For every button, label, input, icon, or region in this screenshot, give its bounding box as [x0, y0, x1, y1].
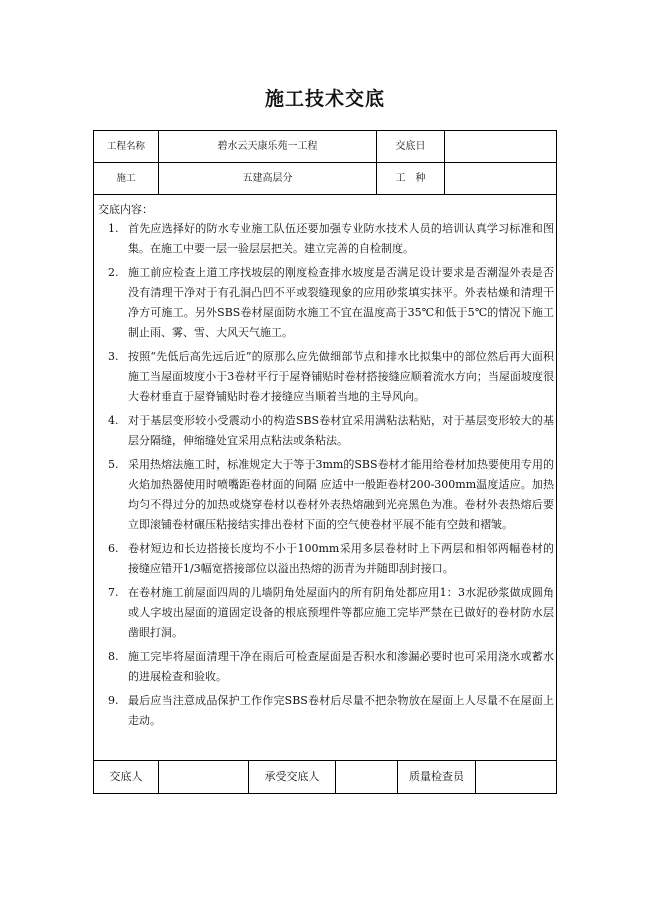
- item-text: 卷材短边和长边搭接长度均不小于100mm采用多层卷材时上下两层和相邻两幅卷材的接缝应错开1/3幅宽搭接部位以溢出热熔的沥青为并随即刮封接口。: [128, 542, 554, 575]
- handover-person-value: [158, 761, 248, 793]
- footer-row: [94, 761, 556, 793]
- list-item: [104, 691, 554, 731]
- content-section: [94, 195, 556, 761]
- page-title: 施工技术交底: [264, 88, 385, 110]
- list-item: [104, 539, 554, 579]
- list-item: [104, 263, 554, 343]
- item-number: 4.: [108, 414, 119, 427]
- project-name-label: 工程名称: [106, 140, 145, 152]
- item-number: 6.: [108, 542, 119, 555]
- item-number: 5.: [108, 458, 119, 471]
- list-item: [104, 219, 554, 259]
- item-text: 对于基层变形较小受震动小的构造SBS卷材宜采用满粘法粘贴，对于基层变形较大的基层分隔缝，伸缩缝处宜采用点粘法或条粘法。: [128, 414, 554, 447]
- list-item: [104, 455, 554, 535]
- construction-label: 施工: [116, 172, 136, 184]
- handover-date-value: [444, 131, 556, 162]
- receiver-value: [335, 761, 397, 793]
- construction-value: 五建高层分: [158, 163, 376, 194]
- handover-person-label: 交底人: [109, 770, 143, 784]
- inspector-value: [475, 761, 556, 793]
- inspector-label: 质量检查员: [397, 761, 475, 793]
- item-text: 施工完毕将屋面清理干净在雨后可检查屋面是否积水和渗漏必要时也可采用浇水或蓄水的进展检查和验收。: [128, 650, 554, 683]
- item-number: 9.: [108, 694, 119, 707]
- item-text: 施工前应检查上道工序找坡层的刚度检查排水坡度是否满足设计要求是否潮湿外表是否没有清理干净对于有孔洞凸凹不平或裂缝现象的应用砂浆填实抹平。外表枯燥和清理干净方可施工。另外SBS卷材屋面防水施工不宜在温度高于35℃和低于5℃的情况下施工制止雨、雾、雪、大风天气施工。: [128, 266, 554, 339]
- list-item: [104, 583, 554, 643]
- content-label: 交底内容：: [98, 203, 153, 216]
- list-item: [104, 411, 554, 451]
- item-number: 1.: [108, 222, 119, 235]
- receiver-label: 承受交底人: [248, 761, 335, 793]
- item-text: 最后应当注意成品保护工作作完SBS卷材后尽量不把杂物放在屋面上人尽量不在屋面上走动。: [128, 694, 554, 727]
- header-row-1: [94, 131, 556, 163]
- handover-date-label: 交底日: [376, 131, 444, 162]
- item-number: 3.: [108, 350, 119, 363]
- item-number: 2.: [108, 266, 119, 279]
- item-text: 采用热熔法施工时，标准规定大于等于3mm的SBS卷材才能用给卷材加热要使用专用的火焰加热器使用时喷嘴距卷材面的间隔 应适中一般距卷材200-300mm温度适应。加热均匀不得过分的加热或烧穿卷材以卷材外表热熔融到光亮黑色为准。卷材外表热熔后要立即滚铺卷材碾压粘接结实排出卷材下面的空气使卷材平展不能有空鼓和褶皱。: [128, 458, 554, 531]
- work-type-value: [444, 163, 556, 194]
- item-text: 按照“先低后高先远后近”的原那么应先做细部节点和排水比拟集中的部位然后再大面积施工当屋面坡度小于3卷材平行于屋脊铺贴时卷材搭接缝应顺着流水方向；当屋面坡度很大卷材垂直于屋脊铺贴时卷才接缝应当顺着当地的主导风向。: [128, 350, 554, 403]
- item-number: 8.: [108, 650, 119, 663]
- list-item: [104, 347, 554, 407]
- disclosure-form: [93, 130, 557, 794]
- list-item: [104, 647, 554, 687]
- project-name-value: 碧水云天康乐苑一工程: [158, 131, 376, 162]
- work-type-label: 工 种: [376, 163, 444, 194]
- header-row-2: [94, 163, 556, 195]
- content-items: [104, 219, 554, 735]
- item-text: 在卷材施工前屋面四周的儿墙阴角处屋面内的所有阴角处都应用1：3水泥砂浆做成圆角或人字坡出屋面的道固定设备的根底预埋件等都应施工完毕严禁在已做好的卷材防水层凿眼打洞。: [128, 586, 554, 639]
- item-text: 首先应选择好的防水专业施工队伍还要加强专业防水技术人员的培训认真学习标准和图集。在施工中要一层一验层层把关。建立完善的自检制度。: [128, 222, 554, 255]
- item-number: 7.: [108, 586, 119, 599]
